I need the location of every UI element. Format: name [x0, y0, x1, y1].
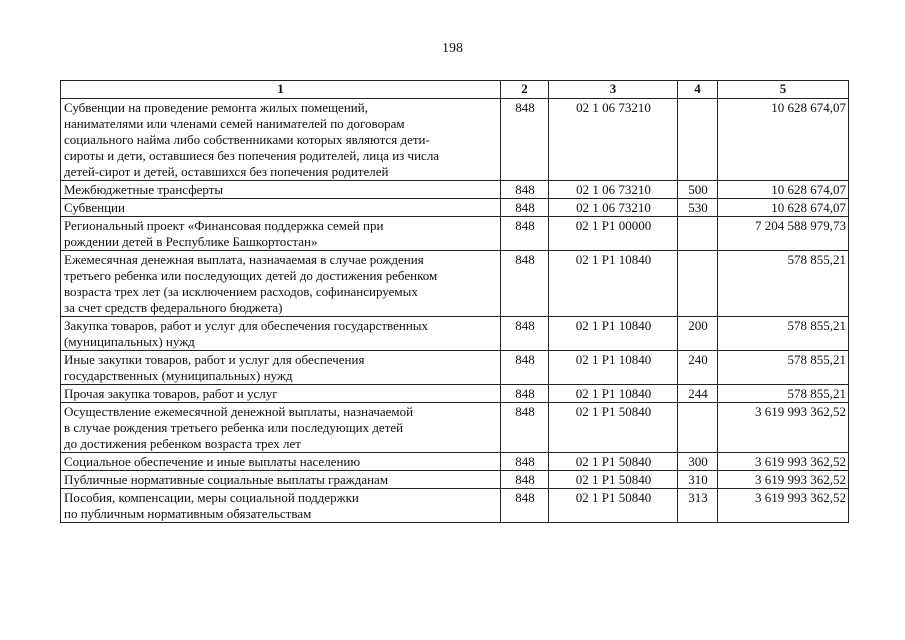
cell-ministry-code: 848 [501, 471, 549, 489]
cell-amount: 3 619 993 362,52 [718, 403, 849, 453]
header-col-vr: 4 [678, 81, 718, 99]
cell-expense-type: 310 [678, 471, 718, 489]
table-row [61, 317, 849, 351]
cell-expense-type: 313 [678, 489, 718, 523]
cell-name: Субвенции [61, 199, 501, 217]
cell-name: Прочая закупка товаров, работ и услуг [61, 385, 501, 403]
cell-expense-type [678, 99, 718, 181]
cell-name: Иные закупки товаров, работ и услуг для обеспечения государственных (муниципальных) нужд [61, 351, 501, 385]
cell-target-article: 02 1 P1 10840 [549, 385, 678, 403]
cell-target-article: 02 1 P1 10840 [549, 317, 678, 351]
cell-ministry-code: 848 [501, 351, 549, 385]
cell-name: Субвенции на проведение ремонта жилых помещений, нанимателями или членами семей нанимателей по договорам социального найма либо собственниками которых являются дети- сироты и дети, оставшиеся без попечения родителей, лица из числа детей-сирот и детей, оставшихся без попечения родителей [61, 99, 501, 181]
cell-target-article: 02 1 P1 50840 [549, 471, 678, 489]
cell-amount: 7 204 588 979,73 [718, 217, 849, 251]
cell-amount: 3 619 993 362,52 [718, 471, 849, 489]
cell-amount: 10 628 674,07 [718, 181, 849, 199]
table-row [61, 351, 849, 385]
cell-ministry-code: 848 [501, 403, 549, 453]
cell-amount: 578 855,21 [718, 351, 849, 385]
cell-expense-type [678, 403, 718, 453]
cell-ministry-code: 848 [501, 489, 549, 523]
cell-target-article: 02 1 06 73210 [549, 199, 678, 217]
cell-expense-type: 244 [678, 385, 718, 403]
header-col-csr: 3 [549, 81, 678, 99]
cell-ministry-code: 848 [501, 317, 549, 351]
cell-target-article: 02 1 06 73210 [549, 99, 678, 181]
cell-ministry-code: 848 [501, 181, 549, 199]
cell-target-article: 02 1 P1 10840 [549, 351, 678, 385]
cell-name: Региональный проект «Финансовая поддержка семей при рождении детей в Республике Башкортостан» [61, 217, 501, 251]
cell-ministry-code: 848 [501, 453, 549, 471]
cell-amount: 578 855,21 [718, 385, 849, 403]
cell-ministry-code: 848 [501, 251, 549, 317]
cell-ministry-code: 848 [501, 385, 549, 403]
cell-name: Закупка товаров, работ и услуг для обеспечения государственных (муниципальных) нужд [61, 317, 501, 351]
table-row [61, 471, 849, 489]
cell-target-article: 02 1 P1 10840 [549, 251, 678, 317]
cell-ministry-code: 848 [501, 99, 549, 181]
cell-expense-type: 530 [678, 199, 718, 217]
cell-target-article: 02 1 P1 50840 [549, 489, 678, 523]
table-row [61, 199, 849, 217]
cell-name: Осуществление ежемесячной денежной выплаты, назначаемой в случае рождения третьего ребенка или последующих детей до достижения ребенком возраста трех лет [61, 403, 501, 453]
cell-expense-type: 240 [678, 351, 718, 385]
header-col-ministry: 2 [501, 81, 549, 99]
cell-target-article: 02 1 P1 50840 [549, 453, 678, 471]
header-row [61, 81, 849, 99]
cell-target-article: 02 1 P1 00000 [549, 217, 678, 251]
cell-name: Ежемесячная денежная выплата, назначаемая в случае рождения третьего ребенка или последующих детей до достижения ребенком возраста трех лет (за исключением расходов, софинансируемых за счет средств федерального бюджета) [61, 251, 501, 317]
cell-expense-type: 200 [678, 317, 718, 351]
table-row [61, 217, 849, 251]
cell-amount: 3 619 993 362,52 [718, 489, 849, 523]
cell-target-article: 02 1 06 73210 [549, 181, 678, 199]
cell-expense-type: 300 [678, 453, 718, 471]
table-row [61, 181, 849, 199]
cell-amount: 10 628 674,07 [718, 199, 849, 217]
table-row [61, 251, 849, 317]
cell-ministry-code: 848 [501, 199, 549, 217]
cell-ministry-code: 848 [501, 217, 549, 251]
table-body [61, 99, 849, 523]
cell-amount: 578 855,21 [718, 317, 849, 351]
cell-name: Социальное обеспечение и иные выплаты населению [61, 453, 501, 471]
cell-target-article: 02 1 P1 50840 [549, 403, 678, 453]
cell-amount: 578 855,21 [718, 251, 849, 317]
table-header [61, 81, 849, 99]
page-number: 198 [442, 41, 463, 56]
cell-amount: 3 619 993 362,52 [718, 453, 849, 471]
cell-name: Публичные нормативные социальные выплаты гражданам [61, 471, 501, 489]
budget-table [60, 80, 849, 523]
table-row [61, 453, 849, 471]
table-row [61, 403, 849, 453]
table-row [61, 385, 849, 403]
cell-name: Пособия, компенсации, меры социальной поддержки по публичным нормативным обязательствам [61, 489, 501, 523]
header-col-amount: 5 [718, 81, 849, 99]
table-row [61, 489, 849, 523]
cell-amount: 10 628 674,07 [718, 99, 849, 181]
cell-expense-type [678, 251, 718, 317]
cell-expense-type [678, 217, 718, 251]
cell-expense-type: 500 [678, 181, 718, 199]
header-col-name: 1 [61, 81, 501, 99]
table-row [61, 99, 849, 181]
cell-name: Межбюджетные трансферты [61, 181, 501, 199]
